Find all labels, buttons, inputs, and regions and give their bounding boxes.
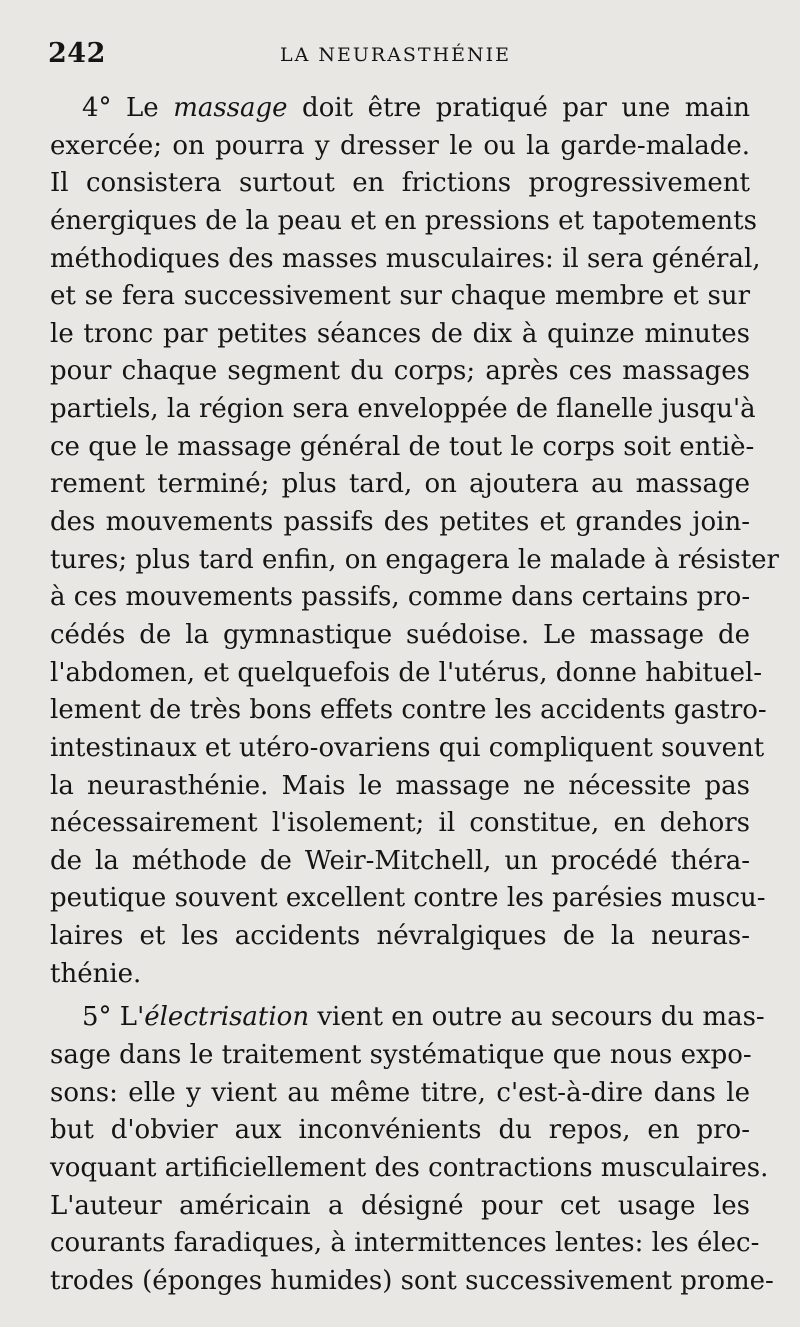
text-line: des mouvements passifs des petites et grandes join- <box>50 507 750 538</box>
text-line: pour chaque segment du corps; après ces massages <box>50 356 750 387</box>
text-line: lement de très bons effets contre les accidents gastro- <box>50 695 767 726</box>
text-line: nécessairement l'isolement; il constitue, en dehors <box>50 808 750 839</box>
text-line: courants faradiques, à intermittences lentes: les élec- <box>50 1228 760 1259</box>
text-line: 4° Le massage doit être pratiqué par une main <box>82 93 750 123</box>
running-title: LA NEURASTHÉNIE <box>280 44 512 66</box>
text-line: à ces mouvements passifs, comme dans certains pro- <box>50 582 751 613</box>
emphasis-term: électrisation <box>144 1002 310 1033</box>
text-line: tures; plus tard enfin, on engagera le malade à résister <box>50 544 779 575</box>
page-number: 242 <box>48 38 106 69</box>
text-line: partiels, la région sera enveloppée de flanelle jusqu'à <box>50 394 756 425</box>
text-line: sage dans le traitement systématique que nous expo- <box>50 1040 752 1071</box>
text-line: exercée; on pourra y dresser le ou la garde-malade. <box>50 130 750 161</box>
text-line: 5° L'électrisation vient en outre au secours du mas- <box>82 1002 765 1033</box>
text-line: laires et les accidents névralgiques de la neuras- <box>50 921 750 952</box>
text-line: rement terminé; plus tard, on ajoutera au massage <box>50 469 750 500</box>
text-line: thénie. <box>50 958 142 989</box>
text-line: énergiques de la peau et en pressions et tapotements <box>50 205 757 236</box>
body-text <box>50 90 779 1301</box>
text-line: le tronc par petites séances de dix à quinze minutes <box>50 318 750 349</box>
text-line: voquant artificiellement des contractions musculaires. <box>50 1152 769 1183</box>
text-line: Il consistera surtout en frictions progressivement <box>50 168 750 199</box>
text-line: la neurasthénie. Mais le massage ne nécessite pas <box>50 770 750 801</box>
text-line: méthodiques des masses musculaires: il sera général, <box>50 243 761 274</box>
text-line: l'abdomen, et quelquefois de l'utérus, donne habituel- <box>50 657 763 688</box>
text-line: peutique souvent excellent contre les parésies muscu- <box>50 883 766 914</box>
text-line: sons: elle y vient au même titre, c'est-à-dire dans le <box>50 1077 750 1108</box>
text-line: intestinaux et utéro-ovariens qui compliquent souvent <box>50 732 765 763</box>
emphasis-term: massage <box>173 93 288 123</box>
text-line: et se fera successivement sur chaque membre et sur <box>50 281 750 312</box>
text-line: L'auteur américain a désigné pour cet usage les <box>50 1190 750 1221</box>
text-line: ce que le massage général de tout le corps soit entiè- <box>50 431 755 462</box>
text-line: cédés de la gymnastique suédoise. Le massage de <box>50 619 750 650</box>
text-line: but d'obvier aux inconvénients du repos, en pro- <box>50 1115 750 1146</box>
text-line: trodes (éponges humides) sont successivement prome- <box>50 1265 774 1296</box>
text-line: de la méthode de Weir-Mitchell, un procédé théra- <box>50 845 750 876</box>
